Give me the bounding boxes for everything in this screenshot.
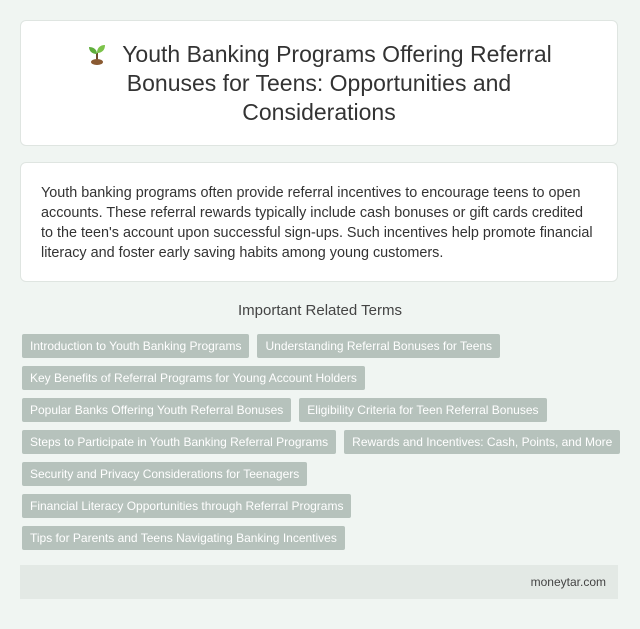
related-term-tag[interactable]: Introduction to Youth Banking Programs xyxy=(22,334,249,358)
related-term-tag[interactable]: Tips for Parents and Teens Navigating Banking Incentives xyxy=(22,526,345,550)
footer-site-link[interactable]: moneytar.com xyxy=(530,575,606,589)
related-term-tag[interactable]: Rewards and Incentives: Cash, Points, and More xyxy=(344,430,620,454)
page-title-text: Youth Banking Programs Offering Referral Bonuses for Teens: Opportunities and Considerations xyxy=(122,40,552,125)
intro-text: Youth banking programs often provide referral incentives to encourage teens to open accounts. These referral rewards typically include cash bonuses or gift cards credited to the teen's account upon successful sign-ups. Such incentives help promote financial literacy and foster early saving habits among young customers. xyxy=(41,185,593,261)
sprout-icon xyxy=(86,43,108,65)
related-terms-heading: Important Related Terms xyxy=(238,302,402,319)
related-terms-list xyxy=(22,334,622,550)
related-term-tag[interactable]: Eligibility Criteria for Teen Referral Bonuses xyxy=(299,398,546,422)
intro-card xyxy=(20,162,618,282)
related-term-tag[interactable]: Key Benefits of Referral Programs for Young Account Holders xyxy=(22,366,365,390)
related-term-tag[interactable]: Security and Privacy Considerations for Teenagers xyxy=(22,462,307,486)
related-term-tag[interactable]: Financial Literacy Opportunities through Referral Programs xyxy=(22,494,351,518)
page-title xyxy=(84,40,554,127)
related-term-tag[interactable]: Popular Banks Offering Youth Referral Bonuses xyxy=(22,398,291,422)
related-term-tag[interactable]: Steps to Participate in Youth Banking Referral Programs xyxy=(22,430,336,454)
footer xyxy=(20,565,618,599)
related-term-tag[interactable]: Understanding Referral Bonuses for Teens xyxy=(257,334,500,358)
title-card xyxy=(20,20,618,146)
